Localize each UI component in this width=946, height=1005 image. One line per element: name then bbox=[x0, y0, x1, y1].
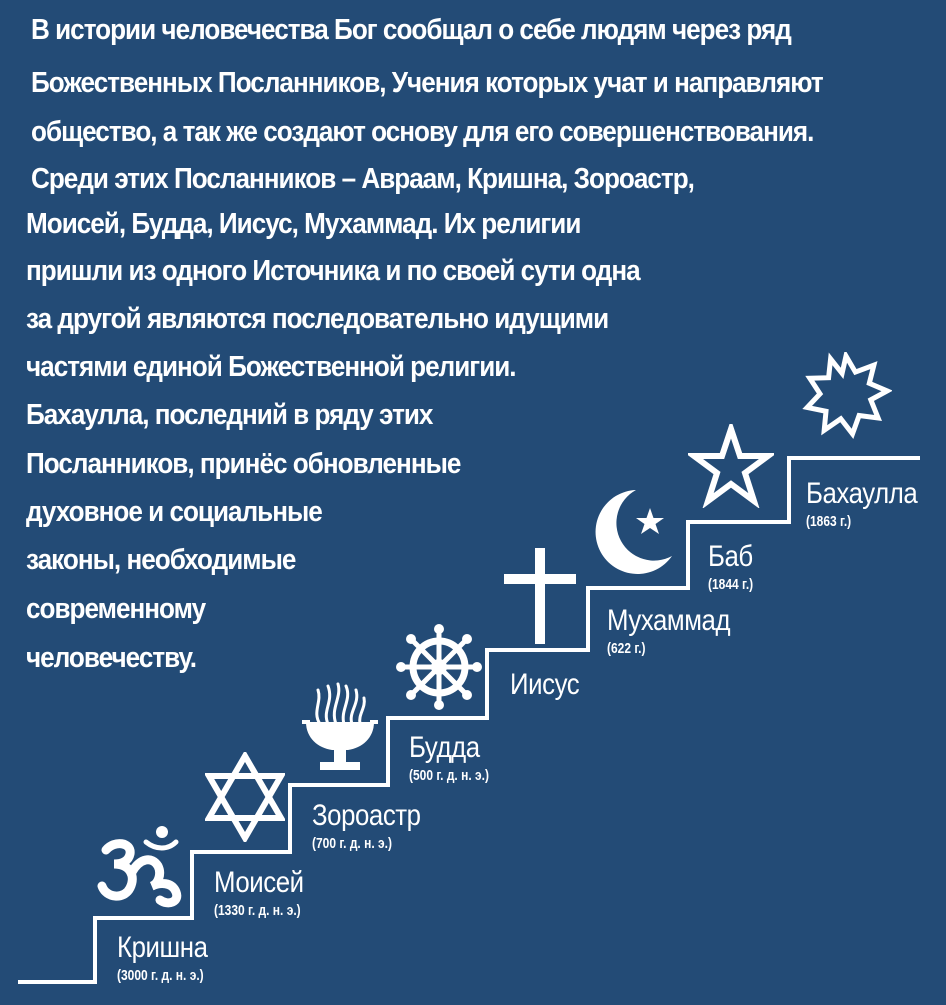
intro-line: Божественных Посланников, Учения которых учат и направляют bbox=[31, 67, 823, 99]
step-jesus bbox=[510, 668, 590, 704]
step-name: Бахаулла bbox=[806, 477, 918, 510]
crescent-star-icon bbox=[592, 486, 678, 576]
om-icon bbox=[96, 820, 184, 908]
step-name: Кришна bbox=[117, 931, 208, 964]
intro-line: Посланников, принёс обновленные bbox=[26, 448, 461, 480]
fire-altar-icon bbox=[300, 682, 380, 778]
intro-line: современному bbox=[26, 593, 206, 625]
step-zoroaster bbox=[312, 799, 438, 853]
intro-line: частями единой Божественной религии. bbox=[26, 351, 516, 383]
intro-line: общество, а так же создают основу для его совершенствования. bbox=[31, 116, 814, 148]
five-pointed-star-icon bbox=[688, 424, 774, 508]
step-krishna bbox=[117, 931, 225, 985]
step-name: Моисей bbox=[214, 866, 304, 899]
dharma-wheel-icon bbox=[396, 624, 482, 710]
step-moses bbox=[214, 866, 322, 920]
step-name: Будда bbox=[409, 731, 480, 764]
step-date: (1844 г.) bbox=[708, 576, 754, 593]
cross-icon bbox=[500, 546, 580, 646]
intro-line: за другой являются последовательно идущими bbox=[26, 303, 609, 335]
intro-line: законы, необходимые bbox=[26, 544, 296, 576]
step-name: Зороастр bbox=[312, 799, 421, 832]
intro-line: Моисей, Будда, Иисус, Мухаммад. Их религии bbox=[26, 208, 581, 240]
step-buddha bbox=[409, 731, 509, 785]
step-name: Иисус bbox=[510, 668, 580, 701]
intro-line: человечеству. bbox=[26, 642, 197, 674]
step-date: (1863 г.) bbox=[806, 513, 852, 530]
nine-pointed-star-icon bbox=[800, 352, 892, 444]
step-bab bbox=[708, 540, 764, 594]
intro-line: Среди этих Посланников – Авраам, Кришна, Зороастр, bbox=[31, 163, 694, 195]
step-date: (1330 г. д. н. э.) bbox=[214, 902, 301, 919]
step-date: (700 г. д. н. э.) bbox=[312, 835, 392, 852]
step-date: (500 г. д. н. э.) bbox=[409, 767, 489, 784]
step-date: (622 г.) bbox=[607, 640, 646, 657]
step-bahaullah bbox=[806, 477, 935, 531]
step-name: Баб bbox=[708, 540, 753, 573]
intro-line: В истории человечества Бог сообщал о себе людям через ряд bbox=[31, 14, 791, 46]
intro-line: духовное и социальные bbox=[26, 496, 322, 528]
step-date: (3000 г. д. н. э.) bbox=[117, 967, 204, 984]
star-of-david-icon bbox=[205, 752, 285, 842]
intro-line: пришли из одного Источника и по своей сути одна bbox=[26, 255, 640, 287]
intro-line: Бахаулла, последний в ряду этих bbox=[26, 399, 433, 431]
step-muhammad bbox=[607, 604, 750, 658]
step-name: Мухаммад bbox=[607, 604, 731, 637]
